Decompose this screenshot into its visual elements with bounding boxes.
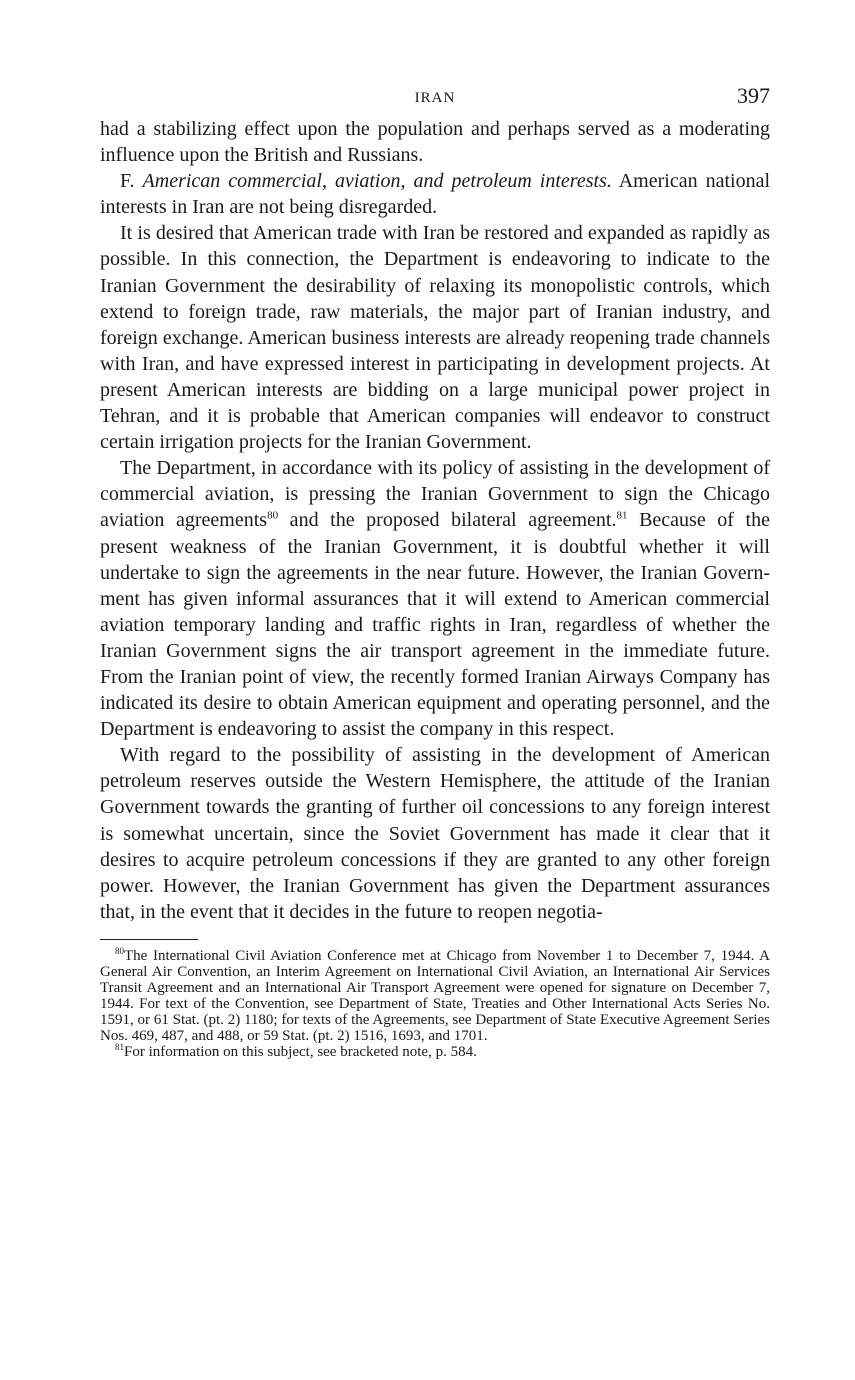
footnote-divider (100, 939, 198, 940)
paragraph-petroleum: With regard to the possibility of assisting in the development of American petroleum reserves outside the Western Hemisphere, the attitude of the Iranian Government towards the granting of further oil concessions to any foreign interest is somewhat uncertain, since the Soviet Government has made it clear that it desires to acquire petroleum concessions if they are granted to any other foreign power. However, the Iranian Government has given the Department assurances that, in the event that it decides in the future to reopen negotia- (100, 744, 770, 923)
running-title: IRAN (414, 90, 456, 106)
aviation-text-part2: and the proposed bilateral agreement. (278, 509, 617, 532)
section-label: F. (120, 170, 135, 193)
document-page (100, 80, 770, 1060)
aviation-text-part3: Because of the present weakness of the Iranian Government, it is doubtful whether it will undertake to sign the agreements in the near future. However, the Iranian Government has given informal assurances that it will extend to American commercial aviation temporary landing and traffic rights in Iran, regardless of whether the Iranian Government signs the air transport agreement in the immediate future. From the Iranian point of view, the recently formed Iranian Airways Company has indicated its desire to obtain American equipment and operating personnel, and the Department is endeavoring to assist the company in this respect. (100, 509, 770, 741)
footnote-ref-80: 80 (267, 509, 279, 522)
paragraph-continued: had a stabilizing effect upon the population and perhaps served as a moderating influence upon the British and Russians. (100, 118, 770, 167)
paragraph-trade: It is desired that American trade with Iran be restored and expanded as rapidly as possible. In this connection, the Department is endeavoring to indicate to the Iranian Government the desirability of relaxing its monopolistic controls, which extend to foreign trade, raw materials, the major part of Iranian industry, and foreign exchange. American business interests are already reopening trade channels with Iran, and have expressed interest in participating in development projects. At present American interests are bidding on a large municipal power project in Tehran, and it is probable that American companies will endeavor to construct certain irrigation projects for the Iranian Government. (100, 222, 770, 454)
body-text (100, 116, 770, 925)
running-head (100, 80, 770, 116)
page-number: 397 (737, 83, 770, 108)
footnote-81 (100, 1041, 770, 1060)
footnote-number: 81 (115, 1041, 124, 1052)
footnotes (100, 945, 770, 1060)
section-heading: American commercial, aviation, and petroleum interests. (142, 170, 612, 193)
section-text: American national interests in Iran are not being disregarded. (100, 170, 770, 219)
footnote-text: For information on this subject, see bracketed note, p. 584. (124, 1043, 477, 1060)
paragraph-section-f (100, 168, 770, 220)
footnote-80 (100, 945, 770, 1044)
footnote-number: 80 (115, 945, 124, 956)
footnote-ref-81: 81 (616, 509, 628, 522)
paragraph-aviation (100, 455, 770, 742)
aviation-text-part1: The Department, in accordance with its policy of assisting in the development of commercial aviation, is pressing the Iranian Government to sign the Chicago aviation agreements (100, 457, 770, 532)
footnote-text: The International Civil Aviation Conference met at Chicago from November 1 to December 7, 1944. A General Air Convention, an Interim Agreement on International Civil Aviation, an International Air Services Transit Agreement and an International Air Transport Agreement were opened for signature on December 7, 1944. For text of the Convention, see Department of State, Treaties and Other International Acts Series No. 1591, or 61 Stat. (pt. 2) 1180; for texts of the Agreements, see Department of State Executive Agreement Series Nos. 469, 487, and 488, or 59 Stat. (pt. 2) 1516, 1693, and 1701. (100, 947, 770, 1044)
